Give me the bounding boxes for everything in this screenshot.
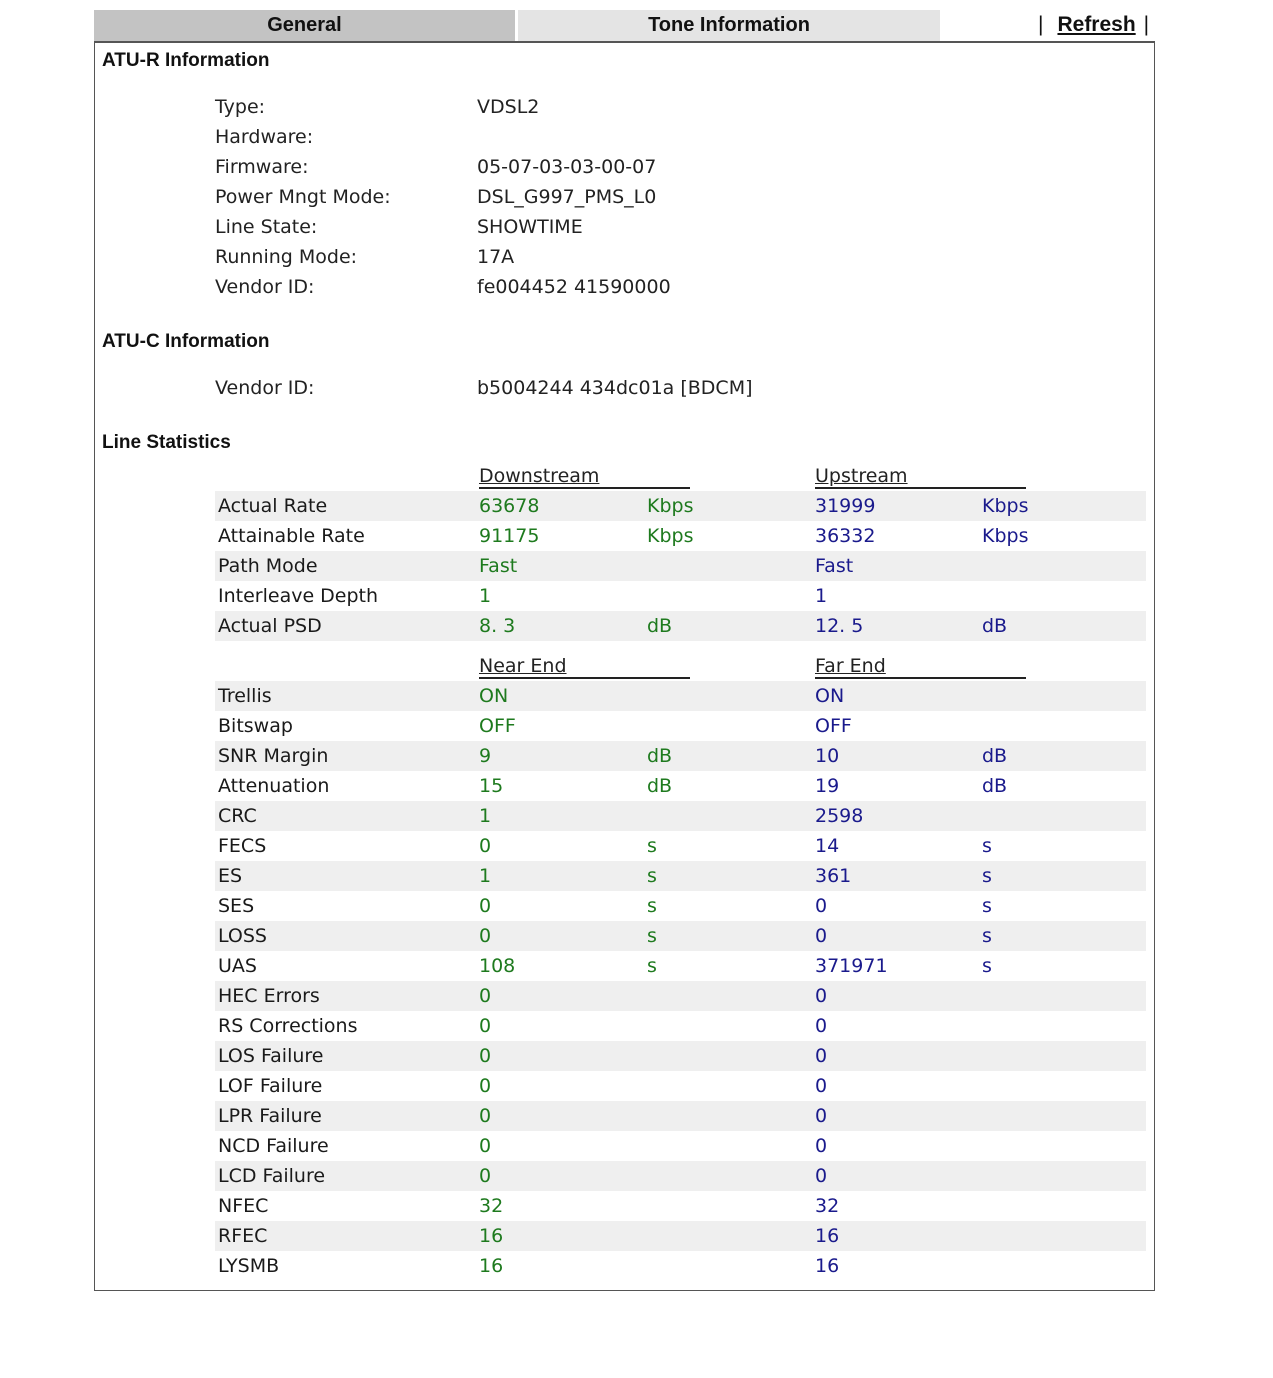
stats-row xyxy=(215,1161,1146,1191)
stat-value-1: 32 xyxy=(479,1195,504,1217)
info-label: Firmware: xyxy=(215,156,309,178)
stat-label: LOS Failure xyxy=(218,1045,324,1067)
stat-label: Actual Rate xyxy=(218,495,328,517)
stat-value-2: 0 xyxy=(815,1015,828,1037)
info-label: Line State: xyxy=(215,216,318,238)
stat-label: LYSMB xyxy=(218,1255,280,1277)
stat-value-2: 0 xyxy=(815,1045,828,1067)
stats-row xyxy=(215,981,1146,1011)
stats-row xyxy=(215,581,1146,611)
stat-unit-2: s xyxy=(982,865,992,887)
near-end-header: Near End xyxy=(479,655,690,679)
stat-label: CRC xyxy=(218,805,257,827)
stat-value-2: 0 xyxy=(815,895,828,917)
info-label: Vendor ID: xyxy=(215,377,315,399)
line-statistics-title: Line Statistics xyxy=(102,432,231,453)
stat-value-2: 371971 xyxy=(815,955,888,977)
stat-value-2: 32 xyxy=(815,1195,840,1217)
stat-label: LCD Failure xyxy=(218,1165,326,1187)
stat-value-2: 0 xyxy=(815,925,828,947)
stat-value-2: 1 xyxy=(815,585,828,607)
stats-row xyxy=(215,921,1146,951)
stat-unit-2: s xyxy=(982,895,992,917)
info-value: DSL_G997_PMS_L0 xyxy=(477,186,657,208)
stat-unit-1: s xyxy=(647,955,657,977)
stat-value-2: 2598 xyxy=(815,805,864,827)
stat-label: LOF Failure xyxy=(218,1075,323,1097)
stat-value-2: 0 xyxy=(815,1165,828,1187)
stats-header-row xyxy=(215,463,1146,491)
stat-value-2: 16 xyxy=(815,1255,840,1277)
stats-row xyxy=(215,861,1146,891)
stats-row xyxy=(215,521,1146,551)
stat-value-1: 16 xyxy=(479,1255,504,1277)
stat-label: Bitswap xyxy=(218,715,293,737)
upstream-header: Upstream xyxy=(815,465,1026,489)
stat-value-1: 0 xyxy=(479,1015,492,1037)
stat-value-1: 1 xyxy=(479,585,492,607)
line-statistics-table xyxy=(215,463,1146,1281)
stat-value-2: 0 xyxy=(815,1105,828,1127)
stat-label: Actual PSD xyxy=(218,615,322,637)
stats-row xyxy=(215,611,1146,641)
downstream-header: Downstream xyxy=(479,465,690,489)
stat-unit-1: s xyxy=(647,835,657,857)
stat-value-2: 0 xyxy=(815,985,828,1007)
info-value: 05-07-03-03-00-07 xyxy=(477,156,657,178)
far-end-header: Far End xyxy=(815,655,1026,679)
info-value: fe004452 41590000 xyxy=(477,276,671,298)
stat-value-1: 63678 xyxy=(479,495,540,517)
stats-row xyxy=(215,681,1146,711)
stat-unit-1: dB xyxy=(647,745,673,767)
stats-row xyxy=(215,711,1146,741)
stat-value-1: 1 xyxy=(479,805,492,827)
stat-value-1: 0 xyxy=(479,895,492,917)
stat-value-1: 108 xyxy=(479,955,516,977)
stat-unit-2: Kbps xyxy=(982,495,1029,517)
stat-unit-1: Kbps xyxy=(647,525,694,547)
info-label: Type: xyxy=(215,96,266,118)
refresh-link[interactable]: Refresh xyxy=(1057,13,1136,36)
stat-value-2: 12. 5 xyxy=(815,615,864,637)
stat-unit-1: dB xyxy=(647,775,673,797)
stat-value-2: 0 xyxy=(815,1135,828,1157)
stats-row xyxy=(215,491,1146,521)
toolbar-separator: | xyxy=(1143,13,1150,36)
stat-value-1: Fast xyxy=(479,555,518,577)
stats-row xyxy=(215,1221,1146,1251)
toolbar-separator: | xyxy=(1038,13,1044,36)
stat-label: FECS xyxy=(218,835,267,857)
stats-row xyxy=(215,1011,1146,1041)
info-value: SHOWTIME xyxy=(477,216,583,238)
stat-value-1: OFF xyxy=(479,715,516,737)
stats-row xyxy=(215,1101,1146,1131)
stat-value-2: 31999 xyxy=(815,495,876,517)
stat-label: SES xyxy=(218,895,255,917)
stat-value-1: 0 xyxy=(479,1165,492,1187)
stats-row xyxy=(215,801,1146,831)
stat-label: UAS xyxy=(218,955,257,977)
stat-value-2: 14 xyxy=(815,835,840,857)
stat-label: HEC Errors xyxy=(218,985,320,1007)
info-label: Running Mode: xyxy=(215,246,358,268)
stat-value-1: 16 xyxy=(479,1225,504,1247)
stat-value-1: 9 xyxy=(479,745,492,767)
stat-unit-1: dB xyxy=(647,615,673,637)
stat-label: ES xyxy=(218,865,243,887)
stat-value-1: 0 xyxy=(479,1075,492,1097)
stat-label: SNR Margin xyxy=(218,745,329,767)
tab-tone-information[interactable]: Tone Information xyxy=(518,10,940,41)
stat-label: NFEC xyxy=(218,1195,269,1217)
stats-row xyxy=(215,771,1146,801)
stat-label: LOSS xyxy=(218,925,267,947)
stat-unit-2: Kbps xyxy=(982,525,1029,547)
stat-value-2: 16 xyxy=(815,1225,840,1247)
stat-value-2: 0 xyxy=(815,1075,828,1097)
stat-unit-2: dB xyxy=(982,775,1008,797)
info-value: 17A xyxy=(477,246,515,268)
stat-value-2: Fast xyxy=(815,555,854,577)
stat-unit-2: s xyxy=(982,955,992,977)
stat-label: Attainable Rate xyxy=(218,525,365,547)
stat-value-1: 0 xyxy=(479,1105,492,1127)
stat-label: Path Mode xyxy=(218,555,318,577)
stats-row xyxy=(215,551,1146,581)
stat-unit-2: dB xyxy=(982,745,1008,767)
stat-value-1: 0 xyxy=(479,925,492,947)
stat-label: RFEC xyxy=(218,1225,268,1247)
stat-value-2: ON xyxy=(815,685,845,707)
stat-label: LPR Failure xyxy=(218,1105,322,1127)
stat-label: Interleave Depth xyxy=(218,585,379,607)
stat-value-1: 1 xyxy=(479,865,492,887)
atu-c-title: ATU-C Information xyxy=(102,331,270,352)
stat-value-1: 0 xyxy=(479,835,492,857)
info-label: Hardware: xyxy=(215,126,314,148)
info-label: Power Mngt Mode: xyxy=(215,186,391,208)
stat-value-2: OFF xyxy=(815,715,852,737)
stat-value-1: 0 xyxy=(479,985,492,1007)
stat-unit-1: Kbps xyxy=(647,495,694,517)
general-panel xyxy=(94,41,1155,1291)
stat-value-2: 361 xyxy=(815,865,852,887)
stat-value-1: 8. 3 xyxy=(479,615,516,637)
stat-value-2: 36332 xyxy=(815,525,876,547)
stat-label: Trellis xyxy=(218,685,272,707)
stat-value-1: 15 xyxy=(479,775,504,797)
stat-label: RS Corrections xyxy=(218,1015,358,1037)
stats-row xyxy=(215,1131,1146,1161)
stat-label: NCD Failure xyxy=(218,1135,329,1157)
stat-unit-2: s xyxy=(982,835,992,857)
stat-unit-1: s xyxy=(647,865,657,887)
stats-row xyxy=(215,1251,1146,1281)
toolbar xyxy=(1038,13,1149,37)
tab-general[interactable]: General xyxy=(94,10,515,41)
stats-row xyxy=(215,891,1146,921)
stat-label: Attenuation xyxy=(218,775,330,797)
stat-value-2: 10 xyxy=(815,745,840,767)
stats-row xyxy=(215,1191,1146,1221)
stats-header-row xyxy=(215,653,1146,681)
stat-value-2: 19 xyxy=(815,775,840,797)
stat-value-1: ON xyxy=(479,685,509,707)
stats-row xyxy=(215,831,1146,861)
stats-row xyxy=(215,1071,1146,1101)
stat-unit-2: s xyxy=(982,925,992,947)
stats-row xyxy=(215,1041,1146,1071)
atu-r-title: ATU-R Information xyxy=(102,50,270,71)
stats-row xyxy=(215,741,1146,771)
info-value: VDSL2 xyxy=(477,96,540,118)
stat-value-1: 0 xyxy=(479,1135,492,1157)
stat-value-1: 0 xyxy=(479,1045,492,1067)
info-label: Vendor ID: xyxy=(215,276,315,298)
stat-value-1: 91175 xyxy=(479,525,540,547)
info-value: b5004244 434dc01a [BDCM] xyxy=(477,377,753,399)
stat-unit-1: s xyxy=(647,925,657,947)
stat-unit-2: dB xyxy=(982,615,1008,637)
stat-unit-1: s xyxy=(647,895,657,917)
stats-row xyxy=(215,951,1146,981)
